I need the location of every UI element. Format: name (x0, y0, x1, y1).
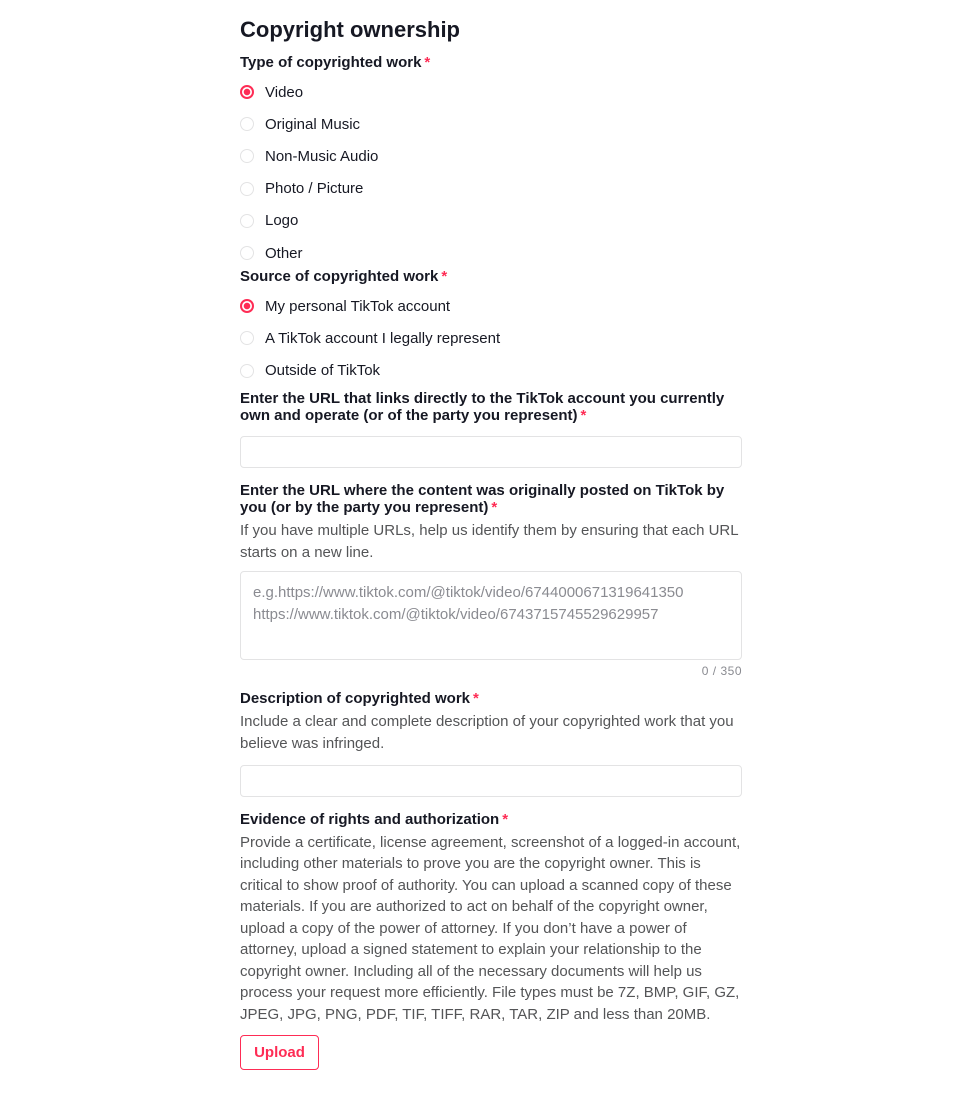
radio-label: Original Music (265, 115, 361, 133)
type-of-work-group (240, 54, 742, 274)
source-of-work-label (240, 268, 742, 285)
section-title: Copyright ownership (240, 17, 460, 42)
upload-row (240, 1035, 742, 1070)
description-label (240, 690, 742, 707)
content-url-hint: If you have multiple URLs, help us identify them by ensuring that each URL starts on a new line. (240, 521, 739, 561)
account-url-group (240, 390, 742, 468)
type-of-work-label-text: Type of copyrighted work (240, 54, 422, 71)
type-of-work-label (240, 54, 742, 71)
required-asterisk: * (580, 406, 587, 424)
radio-selected-icon[interactable] (240, 299, 254, 313)
radio-logo[interactable] (240, 210, 742, 242)
required-asterisk: * (424, 54, 431, 71)
placeholder-line-1: e.g.https://www.tiktok.com/@tiktok/video/6744000671319641350 (253, 583, 684, 601)
source-of-work-label-text: Source of copyrighted work (240, 268, 439, 286)
description-input[interactable] (240, 765, 742, 797)
radio-label: Photo / Picture (265, 180, 364, 198)
character-counter: 0 / 350 (701, 663, 742, 678)
required-asterisk: * (473, 689, 479, 707)
evidence-label-text: Evidence of rights and authorization (240, 810, 500, 828)
evidence-label (240, 811, 742, 828)
radio-label: Video (265, 83, 304, 101)
radio-original-music[interactable] (240, 113, 742, 145)
radio-unselected-icon[interactable] (240, 364, 254, 378)
radio-unselected-icon[interactable] (240, 246, 254, 260)
content-url-group (240, 482, 742, 678)
radio-unselected-icon[interactable] (240, 214, 254, 228)
radio-unselected-icon[interactable] (240, 182, 254, 196)
radio-photo-picture[interactable] (240, 178, 742, 210)
evidence-group (240, 811, 742, 1071)
required-asterisk: * (502, 810, 509, 828)
type-of-work-radio-group (240, 81, 742, 274)
radio-non-music-audio[interactable] (240, 145, 742, 177)
content-url-label-text: Enter the URL where the content was originally posted on TikTok by you (or by the party you represent) (240, 481, 725, 516)
description-group (240, 690, 742, 797)
description-label-text: Description of copyrighted work (240, 689, 471, 707)
radio-unselected-icon[interactable] (240, 117, 254, 131)
radio-selected-icon[interactable] (240, 85, 254, 99)
radio-represented-account[interactable] (240, 327, 742, 359)
radio-label: My personal TikTok account (265, 297, 451, 315)
copyright-ownership-form (240, 0, 742, 1070)
required-asterisk: * (441, 268, 448, 286)
radio-unselected-icon[interactable] (240, 331, 254, 345)
radio-label: Other (265, 244, 303, 262)
content-url-label (240, 482, 742, 516)
radio-label: Non-Music Audio (265, 147, 379, 165)
radio-label: Logo (265, 212, 299, 230)
radio-unselected-icon[interactable] (240, 149, 254, 163)
account-url-input[interactable] (240, 436, 742, 468)
required-asterisk: * (491, 498, 498, 516)
upload-button[interactable]: Upload (240, 1035, 319, 1070)
account-url-label-text: Enter the URL that links directly to the TikTok account you currently own and operate (or of the party you represent) (240, 389, 725, 424)
radio-personal-account[interactable] (240, 295, 742, 327)
radio-label: Outside of TikTok (265, 362, 381, 380)
radio-outside-tiktok[interactable] (240, 360, 742, 392)
radio-video[interactable] (240, 81, 742, 113)
content-url-textarea[interactable] (240, 571, 742, 660)
source-of-work-radio-group (240, 295, 742, 392)
account-url-label (240, 390, 742, 424)
description-hint: Include a clear and complete description of your copyrighted work that you believe was infringed. (240, 712, 734, 752)
evidence-hint: Provide a certificate, license agreement, screenshot of a logged-in account, including other materials to prove you are the copyright owner. This is critical to show proof of authority. You can upload a scanned copy of these materials. If you are authorized to act on behalf of the copyright owner, upload a copy of the power of attorney. If you don’t have a power of attorney, upload a signed statement to explain your relationship to the copyright owner. Including all of the necessary documents will help us process your request more efficiently. File types must be 7Z, BMP, GIF, GZ, JPEG, JPG, PNG, PDF, TIF, TIFF, RAR, TAR, ZIP and less than 20MB. (240, 833, 741, 1023)
radio-label: A TikTok account I legally represent (265, 329, 501, 347)
placeholder-line-2: https://www.tiktok.com/@tiktok/video/6743715745529629957 (253, 605, 659, 623)
source-of-work-group (240, 268, 742, 392)
